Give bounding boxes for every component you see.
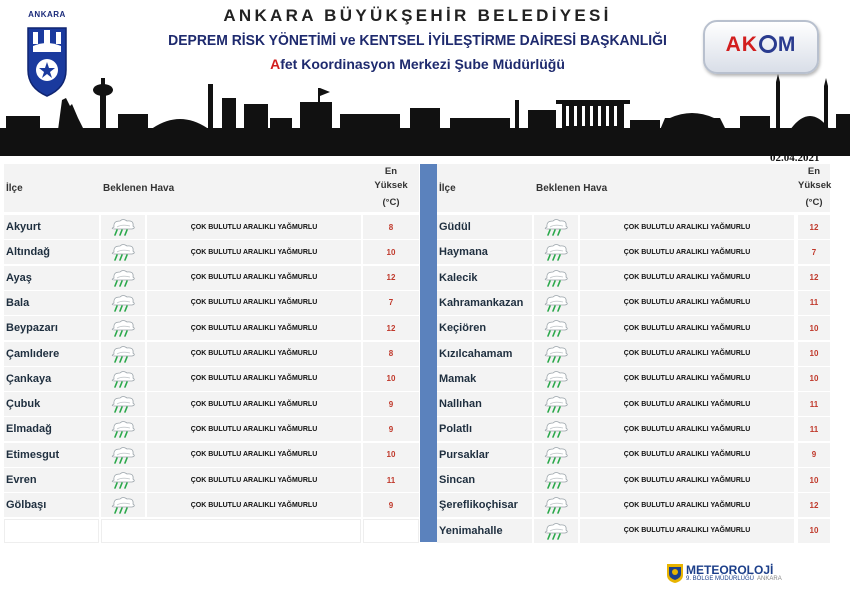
- district-name: Evren: [4, 468, 99, 492]
- district-name: Beypazarı: [4, 316, 99, 340]
- max-temperature: 11: [798, 291, 830, 315]
- district-name: Mamak: [437, 367, 532, 391]
- department-title: DEPREM RİSK YÖNETİMİ ve KENTSEL İYİLEŞTİRME DAİRESİ BAŞKANLIĞI: [168, 32, 667, 49]
- akom-m: M: [777, 33, 797, 56]
- forecast-description: ÇOK BULUTLU ARALIKLI YAĞMURLU: [580, 367, 794, 391]
- max-temperature: 12: [798, 266, 830, 290]
- table-row: [4, 316, 419, 340]
- temp-header-line1: En: [807, 166, 821, 177]
- forecast-description: ÇOK BULUTLU ARALIKLI YAĞMURLU: [580, 316, 794, 340]
- district-name: Kalecik: [437, 266, 532, 290]
- table-row: [4, 266, 419, 290]
- district-name: Çamlıdere: [4, 342, 99, 366]
- forecast-description: ÇOK BULUTLU ARALIKLI YAĞMURLU: [580, 493, 794, 517]
- column-header-temp: [363, 164, 419, 213]
- akom-logo: [703, 20, 819, 74]
- cloud-rain-icon: [534, 367, 578, 391]
- branch-title-initial: A: [270, 56, 281, 72]
- cloud-rain-icon: [534, 215, 578, 239]
- district-name: Altındağ: [4, 240, 99, 264]
- max-temperature: 10: [798, 519, 830, 543]
- max-temperature: 9: [363, 493, 419, 517]
- cloud-rain-icon: [101, 468, 145, 492]
- column-header-forecast: Beklenen Hava: [103, 182, 175, 194]
- column-header-district: İlçe: [6, 182, 23, 194]
- forecast-description: ÇOK BULUTLU ARALIKLI YAĞMURLU: [147, 367, 361, 391]
- max-temperature: 12: [798, 493, 830, 517]
- district-name: Haymana: [437, 240, 532, 264]
- branch-title-rest: fet Koordinasyon Merkezi Şube Müdürlüğü: [280, 56, 565, 72]
- max-temperature: 10: [798, 316, 830, 340]
- max-temperature: 7: [798, 240, 830, 264]
- logo-brand-text: ANKARA: [28, 10, 66, 19]
- cloud-rain-icon: [534, 291, 578, 315]
- table-row: [4, 417, 419, 441]
- max-temperature: 10: [798, 342, 830, 366]
- cloud-rain-icon: [101, 342, 145, 366]
- cloud-rain-icon: [101, 215, 145, 239]
- district-name: Nallıhan: [437, 392, 532, 416]
- forecast-table: [4, 164, 830, 542]
- max-temperature: 10: [798, 468, 830, 492]
- table-row: [437, 519, 830, 543]
- cloud-rain-icon: [101, 493, 145, 517]
- forecast-description: ÇOK BULUTLU ARALIKLI YAĞMURLU: [580, 392, 794, 416]
- cloud-rain-icon: [101, 316, 145, 340]
- district-name: Yenimahalle: [437, 519, 532, 543]
- cloud-rain-icon: [534, 342, 578, 366]
- meteoroloji-branch: 9. BÖLGE MÜDÜRLÜĞÜ: [686, 576, 755, 582]
- max-temperature: 8: [363, 215, 419, 239]
- district-name: Sincan: [437, 468, 532, 492]
- table-row: [4, 240, 419, 264]
- district-name: Keçiören: [437, 316, 532, 340]
- district-name: Güdül: [437, 215, 532, 239]
- district-name: Çubuk: [4, 392, 99, 416]
- cloud-rain-icon: [101, 443, 145, 467]
- table-row: [437, 266, 830, 290]
- cloud-rain-icon: [534, 443, 578, 467]
- table-row: [437, 215, 830, 239]
- empty-cell: [363, 519, 419, 543]
- table-row: [437, 367, 830, 391]
- forecast-description: ÇOK BULUTLU ARALIKLI YAĞMURLU: [147, 215, 361, 239]
- cloud-rain-icon: [534, 266, 578, 290]
- district-name: Gölbaşı: [4, 493, 99, 517]
- forecast-description: ÇOK BULUTLU ARALIKLI YAĞMURLU: [147, 291, 361, 315]
- table-row: [437, 316, 830, 340]
- forecast-description: ÇOK BULUTLU ARALIKLI YAĞMURLU: [147, 493, 361, 517]
- district-name: Ayaş: [4, 266, 99, 290]
- table-row: [4, 342, 419, 366]
- max-temperature: 9: [363, 392, 419, 416]
- max-temperature: 11: [798, 417, 830, 441]
- forecast-description: ÇOK BULUTLU ARALIKLI YAĞMURLU: [580, 417, 794, 441]
- temp-header-line2: Yüksek: [798, 180, 832, 191]
- table-row-empty: [4, 519, 419, 543]
- district-name: Bala: [4, 291, 99, 315]
- forecast-description: ÇOK BULUTLU ARALIKLI YAĞMURLU: [580, 468, 794, 492]
- max-temperature: 10: [363, 367, 419, 391]
- meteoroloji-subtitle: [686, 576, 782, 582]
- forecast-description: ÇOK BULUTLU ARALIKLI YAĞMURLU: [147, 392, 361, 416]
- temp-header-line2: Yüksek: [374, 180, 408, 191]
- akom-logo-text: [705, 33, 817, 57]
- max-temperature: 9: [363, 417, 419, 441]
- temp-header-line3: (°C): [805, 197, 823, 208]
- max-temperature: 11: [363, 468, 419, 492]
- cloud-rain-icon: [101, 266, 145, 290]
- district-name: Kızılcahamam: [437, 342, 532, 366]
- forecast-description: ÇOK BULUTLU ARALIKLI YAĞMURLU: [580, 291, 794, 315]
- cloud-rain-icon: [534, 240, 578, 264]
- max-temperature: 10: [363, 240, 419, 264]
- table-row: [4, 392, 419, 416]
- meteoroloji-logo: [666, 563, 816, 585]
- table-row: [437, 417, 830, 441]
- ankara-skyline-image: [0, 74, 850, 156]
- district-name: Çankaya: [4, 367, 99, 391]
- district-name: Akyurt: [4, 215, 99, 239]
- table-row: [437, 468, 830, 492]
- cloud-rain-icon: [101, 291, 145, 315]
- meteoroloji-emblem-icon: [666, 563, 684, 583]
- meteoroloji-city: ANKARA: [757, 576, 782, 582]
- municipality-title: ANKARA BÜYÜKŞEHİR BELEDİYESİ: [223, 6, 612, 25]
- district-name: Şereflikoçhisar: [437, 493, 532, 517]
- forecast-description: ÇOK BULUTLU ARALIKLI YAĞMURLU: [147, 266, 361, 290]
- table-row: [4, 291, 419, 315]
- max-temperature: 12: [363, 266, 419, 290]
- forecast-description: ÇOK BULUTLU ARALIKLI YAĞMURLU: [147, 240, 361, 264]
- max-temperature: 10: [798, 367, 830, 391]
- table-divider: [420, 164, 437, 542]
- cloud-rain-icon: [101, 367, 145, 391]
- max-temperature: 12: [798, 215, 830, 239]
- table-row: [437, 392, 830, 416]
- cloud-rain-icon: [534, 493, 578, 517]
- forecast-description: ÇOK BULUTLU ARALIKLI YAĞMURLU: [580, 443, 794, 467]
- district-name: Kahramankazan: [437, 291, 532, 315]
- column-header-district: İlçe: [439, 182, 456, 194]
- forecast-description: ÇOK BULUTLU ARALIKLI YAĞMURLU: [580, 240, 794, 264]
- table-row: [437, 342, 830, 366]
- cloud-rain-icon: [534, 316, 578, 340]
- table-row: [437, 240, 830, 264]
- forecast-description: ÇOK BULUTLU ARALIKLI YAĞMURLU: [580, 215, 794, 239]
- forecast-description: ÇOK BULUTLU ARALIKLI YAĞMURLU: [147, 342, 361, 366]
- temp-header-line3: (°C): [382, 197, 400, 208]
- report-date: 02.04.2021: [770, 152, 820, 164]
- table-row: [4, 493, 419, 517]
- max-temperature: 12: [363, 316, 419, 340]
- table-row: [4, 468, 419, 492]
- empty-cell: [101, 519, 361, 543]
- district-name: Etimesgut: [4, 443, 99, 467]
- temp-header-line1: En: [384, 166, 398, 177]
- max-temperature: 7: [363, 291, 419, 315]
- forecast-description: ÇOK BULUTLU ARALIKLI YAĞMURLU: [147, 417, 361, 441]
- table-row: [437, 291, 830, 315]
- table-row: [4, 443, 419, 467]
- max-temperature: 8: [363, 342, 419, 366]
- table-row: [4, 367, 419, 391]
- district-name: Elmadağ: [4, 417, 99, 441]
- cloud-rain-icon: [101, 392, 145, 416]
- cloud-rain-icon: [101, 240, 145, 264]
- district-name: Polatlı: [437, 417, 532, 441]
- empty-cell: [4, 519, 99, 543]
- cloud-rain-icon: [534, 519, 578, 543]
- max-temperature: 9: [798, 443, 830, 467]
- forecast-description: ÇOK BULUTLU ARALIKLI YAĞMURLU: [580, 519, 794, 543]
- forecast-description: ÇOK BULUTLU ARALIKLI YAĞMURLU: [580, 266, 794, 290]
- cloud-rain-icon: [101, 417, 145, 441]
- cloud-rain-icon: [534, 392, 578, 416]
- cloud-rain-icon: [534, 417, 578, 441]
- forecast-description: ÇOK BULUTLU ARALIKLI YAĞMURLU: [147, 468, 361, 492]
- meteoroloji-title: METEOROLOJİ: [686, 563, 774, 577]
- table-row: [437, 493, 830, 517]
- column-header-forecast: Beklenen Hava: [536, 182, 608, 194]
- akom-ak: AK: [725, 33, 758, 56]
- forecast-description: ÇOK BULUTLU ARALIKLI YAĞMURLU: [147, 316, 361, 340]
- column-header-temp: [798, 164, 830, 213]
- table-row: [437, 443, 830, 467]
- max-temperature: 11: [798, 392, 830, 416]
- forecast-description: ÇOK BULUTLU ARALIKLI YAĞMURLU: [580, 342, 794, 366]
- max-temperature: 10: [363, 443, 419, 467]
- table-row: [4, 215, 419, 239]
- forecast-description: ÇOK BULUTLU ARALIKLI YAĞMURLU: [147, 443, 361, 467]
- district-name: Pursaklar: [437, 443, 532, 467]
- cloud-rain-icon: [534, 468, 578, 492]
- akom-emblem-icon: [759, 35, 777, 53]
